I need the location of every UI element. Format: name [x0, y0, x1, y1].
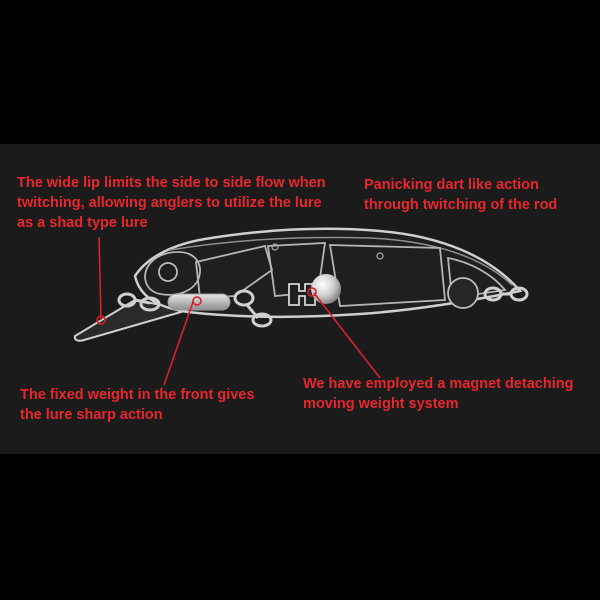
callout-wide-lip — [17, 173, 326, 233]
tail-weight-slot — [448, 278, 478, 308]
callout-fixed-weight — [20, 385, 254, 425]
callout-fixed-weight-line-1: The fixed weight in the front gives — [20, 387, 255, 403]
callout-wide-lip-line-2: twitching, allowing anglers to utilize the lure — [17, 195, 322, 211]
callout-magnet-system — [303, 374, 573, 414]
leader-lip — [99, 237, 101, 320]
callout-wide-lip-line-3: as a shad type lure — [17, 215, 148, 231]
callout-fixed-weight-line-2: the lure sharp action — [20, 407, 163, 423]
callout-magnet-system-line-1: We have employed a magnet detaching — [303, 376, 574, 392]
fixed-front-weight — [168, 294, 230, 310]
callout-dart-action — [364, 175, 557, 215]
callout-dart-action-line-1: Panicking dart like action — [364, 177, 539, 193]
callout-magnet-system-line-2: moving weight system — [303, 396, 459, 412]
callout-wide-lip-line-1: The wide lip limits the side to side flow when — [17, 175, 326, 191]
callout-dart-action-line-2: through twitching of the rod — [364, 197, 558, 213]
